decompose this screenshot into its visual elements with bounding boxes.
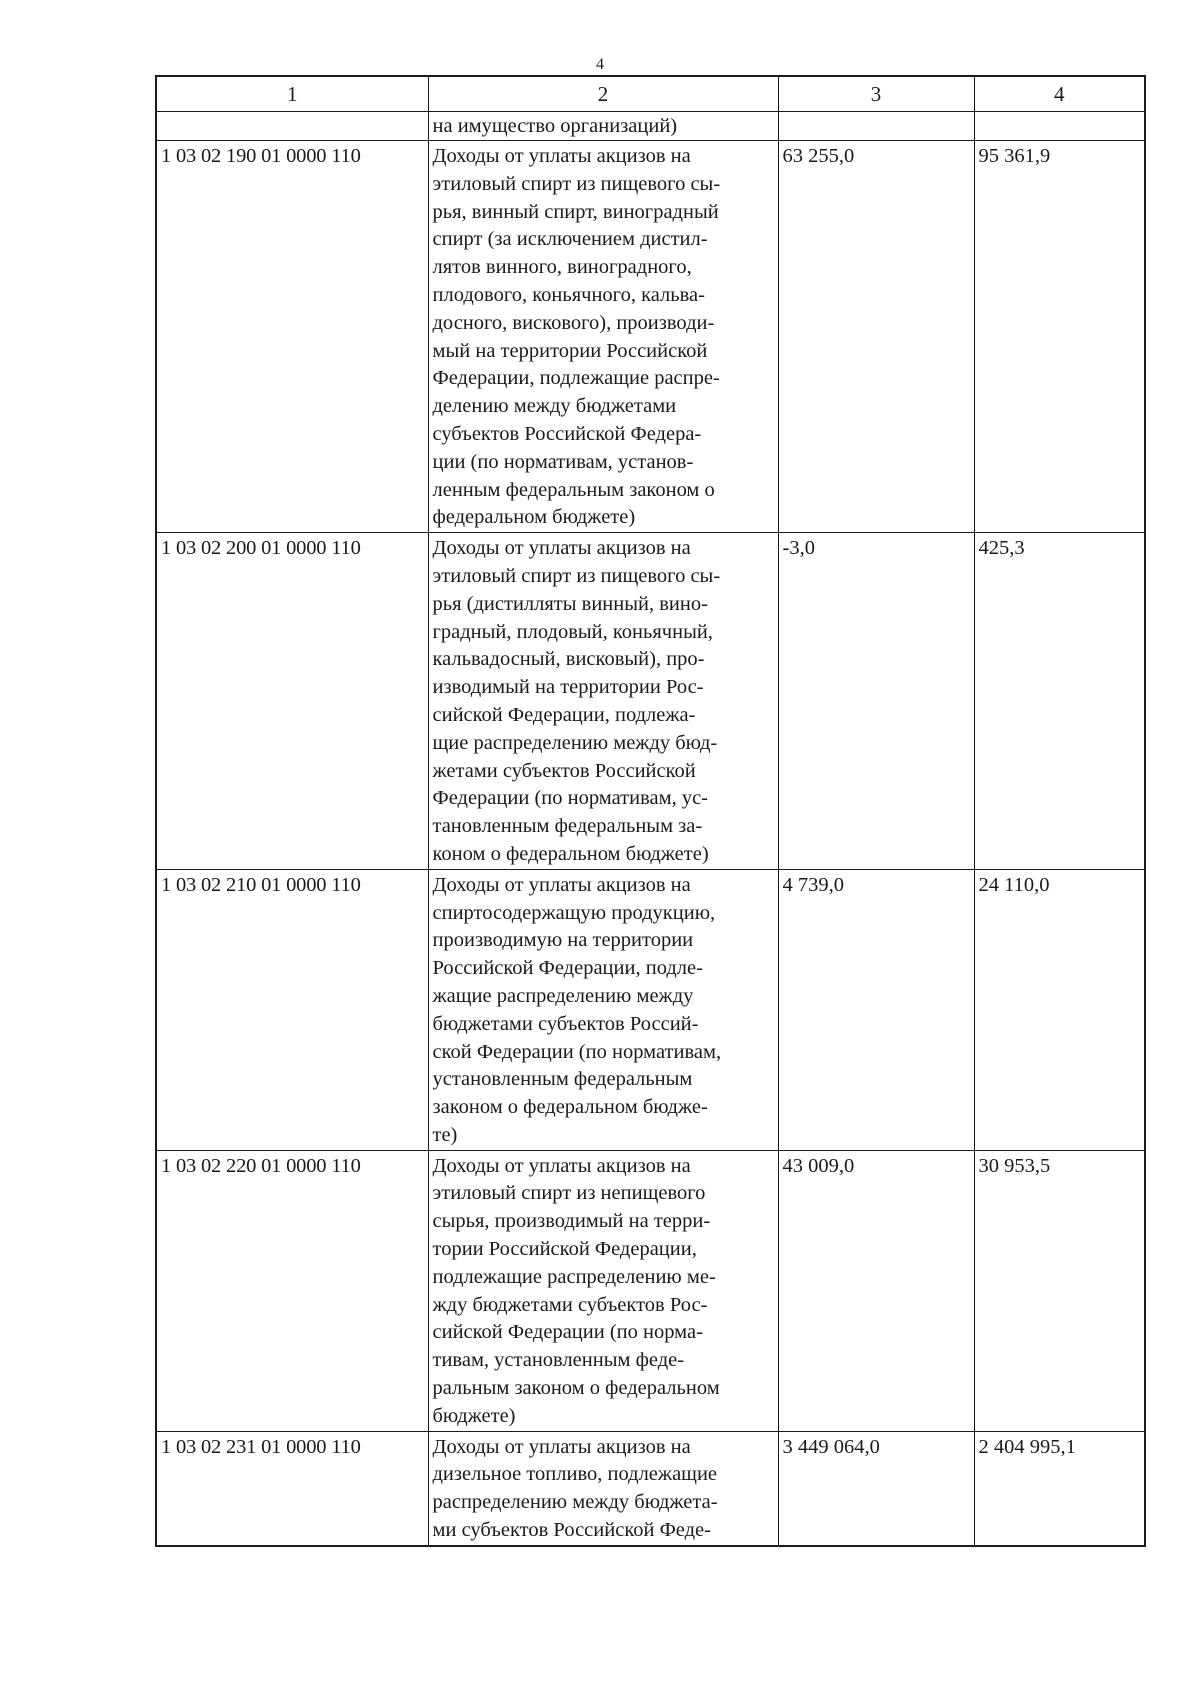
table-row — [156, 869, 1145, 1150]
description-line: производимую на территории — [432, 929, 694, 952]
description-line: сийской Федерации, подлежа- — [432, 703, 696, 726]
row-col3-value: 4 739,0 — [778, 869, 974, 1150]
table-row — [156, 141, 1145, 533]
table-row — [156, 1150, 1145, 1431]
header-row — [156, 76, 1145, 112]
row-col3-value — [778, 112, 974, 141]
description-line: делению между бюджетами — [432, 395, 677, 418]
description-line: тановленным федеральным за- — [432, 815, 703, 838]
description-line: Российской Федерации, подле- — [432, 957, 703, 980]
header-col-4: 4 — [974, 76, 1145, 112]
header-col-2: 2 — [428, 76, 778, 112]
description-line: подлежащие распределению ме- — [432, 1265, 716, 1288]
row-description — [428, 1431, 778, 1546]
description-line: рья (дистилляты винный, вино- — [432, 592, 708, 615]
description-line: кальвадосный, висковый), про- — [432, 648, 705, 671]
row-description — [428, 1150, 778, 1431]
row-code: 1 03 02 200 01 0000 110 — [156, 533, 428, 870]
description-line: этиловый спирт из пищевого сы- — [432, 172, 721, 195]
description-line: Доходы от уплаты акцизов на — [432, 537, 691, 560]
description-line: тивам, установленным феде- — [432, 1349, 685, 1372]
description-line: Доходы от уплаты акцизов на — [432, 1154, 691, 1177]
row-col3-value: 63 255,0 — [778, 141, 974, 533]
description-line: тории Российской Федерации, — [432, 1238, 697, 1261]
description-line: коном о федеральном бюджете) — [432, 842, 709, 865]
description-line: лятов винного, виноградного, — [432, 256, 692, 279]
header-col-3: 3 — [778, 76, 974, 112]
header-col-1: 1 — [156, 76, 428, 112]
description-line: бюджетами субъектов Россий- — [432, 1012, 699, 1035]
row-col3-value: 43 009,0 — [778, 1150, 974, 1431]
description-line: сийской Федерации (по норма- — [432, 1321, 703, 1344]
description-line: мый на территории Российской — [432, 339, 708, 362]
row-code: 1 03 02 190 01 0000 110 — [156, 141, 428, 533]
description-line: ции (по нормативам, установ- — [432, 450, 694, 473]
description-line: рья, винный спирт, виноградный — [432, 200, 719, 223]
description-line: распределению между бюджета- — [432, 1491, 718, 1514]
description-line: бюджете) — [432, 1404, 516, 1427]
description-line: ральным законом о федеральном — [432, 1377, 720, 1400]
row-description — [428, 869, 778, 1150]
table-row — [156, 533, 1145, 870]
table-header — [156, 76, 1145, 112]
description-line: федеральном бюджете) — [432, 506, 636, 529]
table-row-continuation — [156, 112, 1145, 141]
row-description — [428, 141, 778, 533]
description-line: жду бюджетами субъектов Рос- — [432, 1293, 708, 1316]
description-line: ской Федерации (по нормативам, — [432, 1040, 722, 1063]
description-line: жетами субъектов Российской — [432, 759, 696, 782]
description-line: установленным федеральным — [432, 1068, 693, 1091]
description-line: ленным федеральным законом о — [432, 478, 715, 501]
description-line: изводимый на территории Рос- — [432, 676, 704, 699]
description-line: градный, плодовый, коньячный, — [432, 620, 713, 643]
description-line: ми субъектов Российской Феде- — [432, 1519, 711, 1542]
description-line: Федерации (по нормативам, ус- — [432, 787, 709, 810]
description-line: Федерации, подлежащие распре- — [432, 367, 720, 390]
description-line: Доходы от уплаты акцизов на — [432, 1435, 691, 1458]
description-line: законом о федеральном бюдже- — [432, 1096, 708, 1119]
table-body — [156, 112, 1145, 1546]
row-code: 1 03 02 220 01 0000 110 — [156, 1150, 428, 1431]
description-line: спиртосодержащую продукцию, — [432, 901, 716, 924]
row-code: 1 03 02 231 01 0000 110 — [156, 1431, 428, 1546]
row-col4-value: 30 953,5 — [974, 1150, 1145, 1431]
description-line: щие распределению между бюд- — [432, 731, 718, 754]
description-line: Доходы от уплаты акцизов на — [432, 873, 691, 896]
row-col4-value: 2 404 995,1 — [974, 1431, 1145, 1546]
row-code: 1 03 02 210 01 0000 110 — [156, 869, 428, 1150]
description-line: дизельное топливо, подлежащие — [432, 1463, 718, 1486]
revenue-table — [155, 75, 1146, 1547]
description-line: те) — [432, 1123, 458, 1146]
row-col3-value: -3,0 — [778, 533, 974, 870]
description-line: жащие распределению между — [432, 984, 694, 1007]
row-col4-value — [974, 112, 1145, 141]
description-line: этиловый спирт из непищевого — [432, 1182, 706, 1205]
row-col3-value: 3 449 064,0 — [778, 1431, 974, 1546]
row-description: на имущество организаций) — [428, 112, 778, 141]
description-line: досного, вискового), производи- — [432, 311, 715, 334]
description-line: Доходы от уплаты акцизов на — [432, 145, 691, 167]
page-number: 4 — [596, 56, 604, 73]
row-code — [156, 112, 428, 141]
description-line: сырья, производимый на терри- — [432, 1210, 711, 1233]
row-col4-value: 24 110,0 — [974, 869, 1145, 1150]
description-line: субъектов Российской Федера- — [432, 422, 702, 445]
row-col4-value: 95 361,9 — [974, 141, 1145, 533]
table-row — [156, 1431, 1145, 1546]
row-col4-value: 425,3 — [974, 533, 1145, 870]
description-line: плодового, коньячного, кальва- — [432, 283, 705, 306]
row-description — [428, 533, 778, 870]
description-line: этиловый спирт из пищевого сы- — [432, 564, 721, 587]
description-line: спирт (за исключением дистил- — [432, 228, 708, 251]
